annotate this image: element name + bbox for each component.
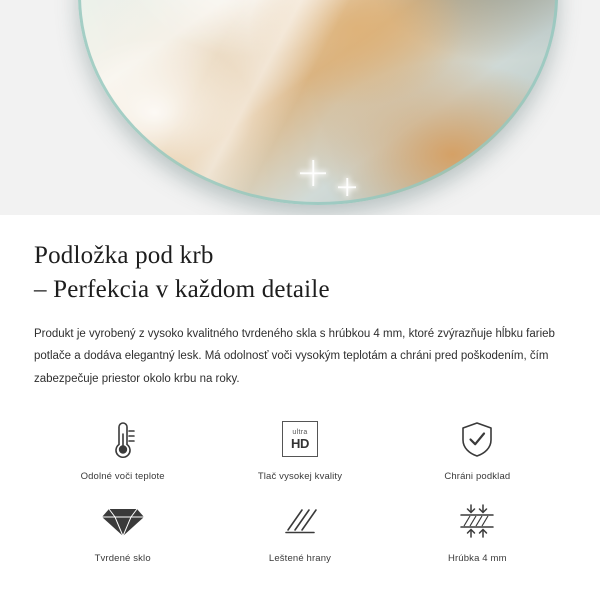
feature-label: Chráni podklad (444, 471, 511, 483)
feature-label: Tvrdené sklo (94, 553, 151, 565)
feature-label: Odolné voči teplote (80, 471, 165, 483)
ultra-hd-badge-bottom: HD (290, 435, 309, 451)
ultra-hd-icon (282, 416, 318, 462)
shield-check-icon (458, 416, 496, 462)
polished-edges-icon (280, 498, 320, 544)
feature-item-temperature (34, 416, 211, 482)
feature-item-print-quality (211, 416, 388, 482)
page-title-line-1: Podložka pod krb (34, 242, 214, 269)
feature-grid (34, 416, 566, 564)
feature-item-tempered-glass (34, 498, 211, 564)
feature-item-thickness (389, 498, 566, 564)
ultra-hd-badge-top: ultra (292, 428, 308, 436)
feature-label: Leštené hrany (268, 553, 332, 565)
feature-item-protection (389, 416, 566, 482)
feature-label: Tlač vysokej kvality (257, 471, 343, 483)
feature-item-polished-edges (211, 498, 388, 564)
page-title-line-2: – Perfekcia v každom detaile (34, 276, 330, 303)
page-title (34, 239, 566, 307)
thickness-arrows-icon (455, 498, 499, 544)
hero-image (0, 0, 600, 215)
diamond-icon (101, 498, 145, 544)
glass-plate-image (78, 0, 558, 205)
product-description: Produkt je vyrobený z vysoko kvalitného tvrdeného skla s hrúbkou 4 mm, ktoré zvýrazňuje hĺbku farieb potlače a dodáva elegantný lesk. Má odolnosť voči vysokým teplotám a chráni pred poškodením, čím zabezpečuje priestor okolo krbu na roky. (34, 328, 555, 385)
content-block (0, 215, 600, 564)
feature-label: Hrúbka 4 mm (447, 553, 507, 565)
thermometer-icon (103, 416, 143, 462)
